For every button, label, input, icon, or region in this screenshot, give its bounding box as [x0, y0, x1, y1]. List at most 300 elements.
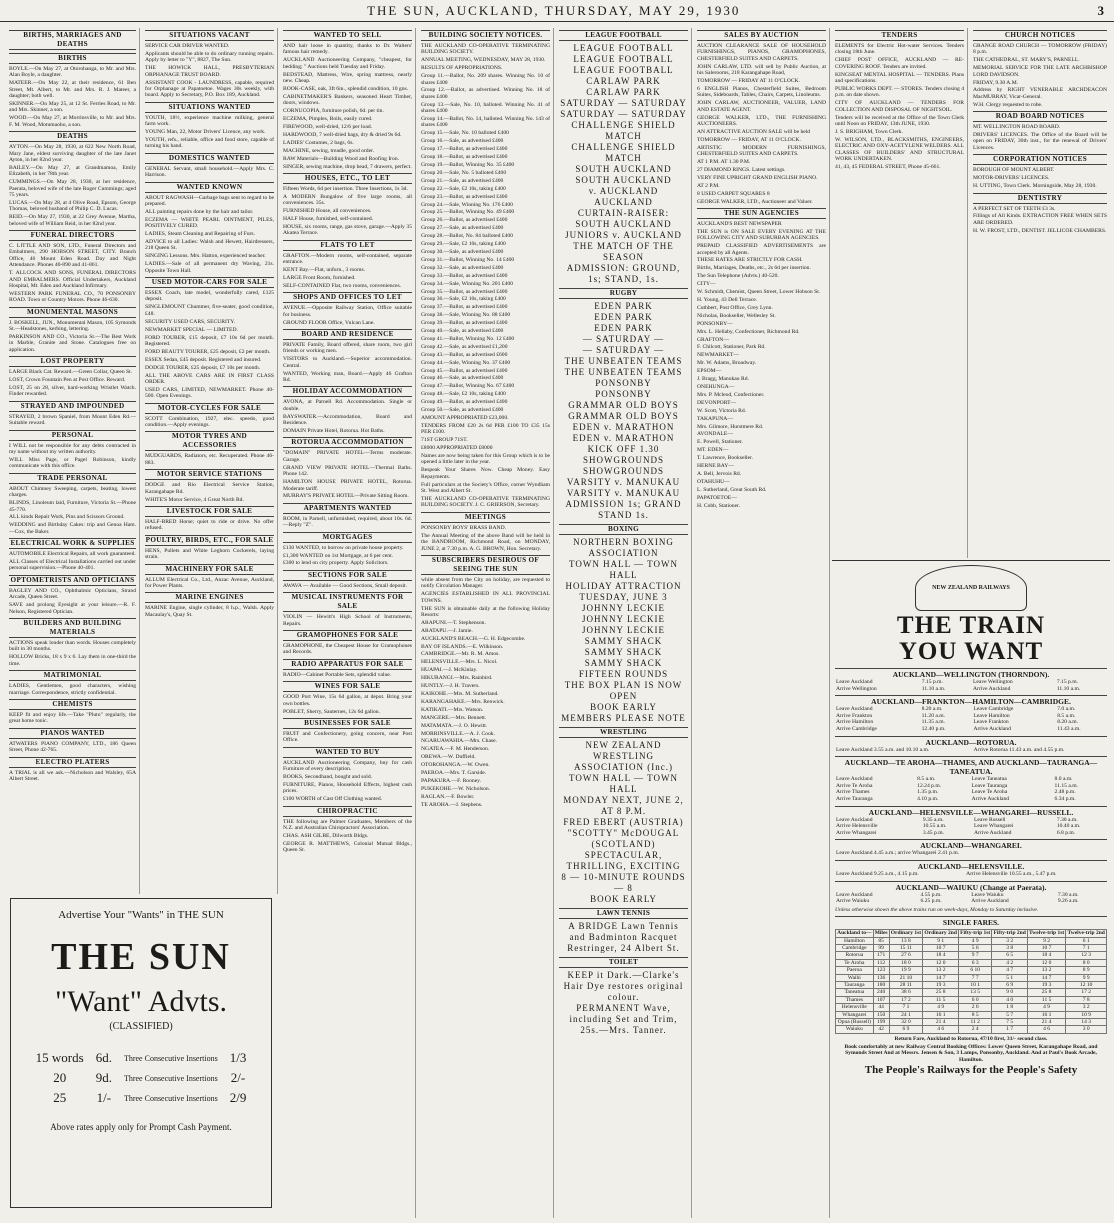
timetable-cell: 9.26 a.m. [1057, 898, 1079, 905]
fares-row [836, 959, 1107, 966]
fares-cell: 4 9 [959, 937, 992, 944]
classified-section [9, 307, 136, 354]
classified-item: PRIVATE Family, Board offered, share room, two girl friends or working men. [283, 342, 412, 355]
section-heading: SHOPS AND OFFICES TO LET [283, 292, 412, 303]
classified-item: GROUND FLOOR Office, Vulcan Lane. [283, 319, 375, 326]
classified-item: GRAMMAR OLD BOYS [568, 411, 679, 421]
classified-item: Address by RIGHT VENERABLE ARCHDEACON MacMURRAY, Vicar-General. [973, 87, 1107, 100]
route-heading: AUCKLAND—HELENSVILLE. [835, 860, 1107, 871]
classified-item: AUTOMOBILE Electrical Repairs, all work guaranteed. [9, 551, 136, 558]
classified-item: FIFTEEN ROUNDS [578, 669, 669, 679]
classified-item: Mr. W. Adams, Broadway. [697, 360, 757, 367]
classified-item: v. AUCKLAND [588, 186, 659, 196]
classified-item: GENERAL Servant, small household.—Apply Mrs. C. Harrison. [145, 165, 274, 179]
classified-item: Group 47.—Ballot, Winning No. 67 £400 [421, 383, 515, 390]
classified-item: ANNUAL MEETING, WEDNESDAY, MAY 28, 1930. [421, 57, 546, 64]
route-heading: AUCKLAND—HELENSVILLE—WHANGAREI—RUSSELL. [835, 806, 1107, 817]
classified-item: MANGERE.—Mrs. Bennett. [421, 714, 487, 721]
fares-cell: 42 [873, 1026, 889, 1033]
route-heading: AUCKLAND—FRANKTON—HAMILTON—CAMBRIDGE. [835, 695, 1107, 706]
classified-item: CHALLENGE SHIELD MATCH [571, 142, 676, 163]
rate-row [30, 1068, 253, 1088]
section-heading: SITUATIONS VACANT [145, 30, 274, 41]
classified-item: AUCKLAND Auctioneering Company, buy for cash Furniture of every description. [283, 759, 412, 773]
timetable-cell: 7.0 a.m. [1057, 706, 1076, 713]
return-fare-note: Return Fare, Auckland to Rotorua, 47/10 first, 31/- second class. [894, 1035, 1048, 1042]
route-timetable [835, 747, 1107, 754]
classified-item: AWAVA — Available — Good Sections, Small deposit. [283, 582, 408, 589]
timetable-cell: 6.34 p.m. [1054, 795, 1076, 802]
classified-item: LUCAS.—On May 28, at 4 Olive Road, Epsom, George Thomas, beloved husband of Philip C. D. Lucas. [9, 199, 136, 213]
classified-item: ALLUM Electrical Co., Ltd., Anzac Avenue, Auckland, for Power Plants. [145, 576, 274, 590]
classified-item: Group 45.—Ballot, as advertised £400 [421, 367, 508, 374]
classified-item: while absent from the City on holiday, are requested to notify Circulation Manager. [421, 576, 550, 590]
classified-item: 8 USED CARPET SQUARES 8 [697, 190, 770, 197]
timetable-row [835, 719, 1107, 726]
classified-item: ADVICE to all Ladies: Walsh and Hewett, Hairdressers, 218 Queen St. [145, 239, 274, 252]
classified-item: RADIO—Cabinet Portable Sets, splendid value. [283, 671, 392, 678]
classified-item: STRAYED, 2 brown Spaniel, from Mount Eden Rd.—Suitable reward. [9, 413, 136, 427]
classified-item: EDEN v. MARATHON [572, 433, 675, 443]
section-heading: LAWN TENNIS [559, 908, 688, 919]
classified-item: HOLIDAY ATTRACTION [565, 581, 682, 591]
fares-row [836, 937, 1107, 944]
timetable-cell: Leave Auckland [836, 891, 873, 898]
timetable-cell: 11.35 a.m. [921, 719, 946, 726]
classified-section [145, 431, 274, 466]
classified-item: BOOK-CASE, oak, 3ft 6in., splendid condition, 10 gns. [283, 85, 409, 92]
classified-item: MOTOR-DRIVERS' LICENCES. [973, 175, 1050, 182]
classified-item: Group 49.—Ballot, as advertised £400 [421, 399, 508, 406]
masthead [0, 0, 1114, 22]
classified-item: 6 ENGLISH Pianos, Chesterfield Suites, Bedroom Suites, Sideboards, Tables, Chairs, Carpets, Linoleums. [697, 85, 826, 99]
classified-item: T. Lawrence, Bookseller. [697, 455, 753, 462]
section-heading: MARINE ENGINES [145, 592, 274, 603]
classified-section [9, 618, 136, 667]
classified-section [283, 386, 412, 434]
classified-item: Group 24.—Sale, Winning No. 176 £400 [421, 201, 513, 208]
timetable-cell: Leave Waiuku [971, 891, 1004, 898]
timetable-cell: 12.40 p.m. [921, 725, 946, 732]
classified-item: "DOMAIN" PRIVATE HOTEL—Terms moderate. Garage. [283, 450, 412, 463]
classified-item: J. Bragg, Manukau Rd. [697, 376, 749, 383]
classified-section [835, 30, 964, 170]
timetable-cell: 8.5 a.m. [917, 776, 936, 783]
fares-cell: 21 4 [1027, 1018, 1065, 1025]
classified-item: BAY OF ISLANDS.—E. Wilkinson. [421, 643, 504, 650]
classified-item: AT 1 P.M. AT 1.30 P.M. [697, 159, 751, 165]
classified-item: PAPATOETOE— [697, 494, 737, 501]
timetable-cell: Arrive Auckland [972, 685, 1011, 692]
classified-item: DOMAIN Private Hotel, Rotorua. Hot Baths. [283, 428, 385, 435]
page-number: 3 [1097, 2, 1104, 18]
fares-cell: 5 6 [959, 944, 992, 951]
fares-row [836, 974, 1107, 981]
timetable-cell: Leave Auckland 4.45 a.m.; arrive Whangarei 2.41 p.m. [836, 850, 960, 857]
classified-item: HAMILTON HOUSE PRIVATE HOTEL, Rotorua. Moderate tariff. [283, 479, 412, 492]
fares-cell: 24 1 [889, 1011, 923, 1018]
classified-item: VISITORS to Auckland.—Superior accommodation. Central. [283, 356, 412, 369]
fares-cell: 18 4 [923, 952, 959, 959]
section-heading: TOILET [559, 957, 688, 968]
classified-item: DEVONPORT— [697, 399, 737, 406]
classified-item: AVONA, at Parnell Rd. Accommodation. Single or double. [283, 399, 412, 412]
classified-item: T. ALLCOCK AND SONS, FUNERAL DIRECTORS AND EMBALMERS. Official Undertakers, Auckland Hospital, Mt. Eden and Auckland Infirmary. [9, 270, 136, 289]
masthead-title: THE SUN, AUCKLAND, THURSDAY, MAY 29, 1930 [367, 2, 741, 18]
fares-cell: 4 2 [992, 959, 1028, 966]
classified-item: ALL kinds Repair Work, Pins and Scissors Ground. [9, 514, 125, 521]
section-heading: MUSICAL INSTRUMENTS FOR SALE [283, 592, 412, 612]
section-heading: FLATS TO LET [283, 240, 412, 251]
timetable-cell: Leave Auckland [836, 706, 873, 713]
classified-item: HELENSVILLE.—Mrs. L. Nicol. [421, 659, 498, 666]
timetable-cell: 11.43 a.m. [1057, 725, 1081, 732]
section-heading: MORTGAGES [283, 532, 412, 543]
classified-item: SELF-CONTAINED Flat, two rooms, conveniences. [283, 282, 402, 289]
section-heading: ELECTRO PLATERS [9, 757, 136, 768]
classified-item: CARLAW PARK [586, 76, 661, 86]
fares-cell: 4 0 [992, 996, 1028, 1003]
rate-words: 15 words [35, 1050, 84, 1065]
fares-cell: 6 1 [1066, 937, 1107, 944]
classified-item: JOHN CARLAW, AUCTIONEER, VALUER, LAND AND ESTATE AGENT. [697, 100, 826, 113]
classified-item: NGARUAWAHIA.—Mrs. Chase. [421, 738, 497, 745]
classified-item: DODGE TOURER, £25 deposit, £7 10s per month. [145, 364, 261, 371]
section-heading: TRADE PERSONAL [9, 473, 136, 484]
timetable-cell: Arrive Frankton [836, 712, 873, 719]
fares-cell: 4 7 [992, 967, 1028, 974]
timetable-cell: 6.8 p.m. [1056, 829, 1076, 836]
classified-item: Group 18.—Ballot, as advertised £400 [421, 154, 508, 161]
classified-item: GRAND VIEW PRIVATE HOTEL—Thermal Baths. Phone 142. [283, 464, 412, 478]
classified-item: SPECTACULAR, THRILLING, EXCITING [566, 850, 681, 871]
classified-item: Group 39.—Ballot, as advertised £400 [421, 320, 508, 327]
timetable-cell: Leave Auckland 9.25 a.m., 4.15 p.m. [836, 870, 919, 877]
classified-item: LEAGUE FOOTBALL [573, 65, 674, 75]
classified-item: GRAMOPHONE, the Cheapest House for Gramophones and Records. [283, 643, 412, 656]
section-heading: SITUATIONS WANTED [145, 102, 274, 113]
classified-item: Bespeak Your Shares Now. Cheap Money. Easy Repayments. [421, 467, 550, 480]
timetable-cell: Leave Wellington [972, 679, 1013, 685]
classified-item: EDEN PARK [594, 323, 653, 333]
classified-item: YOUTH, refs., reliable, office and food store, capable of turning his hand. [145, 136, 274, 150]
classified-item: CHALLENGE SHIELD MATCH [571, 120, 676, 141]
classified-item: EDEN PARK [594, 312, 653, 322]
classified-item: LEAGUE FOOTBALL [573, 54, 674, 64]
timetable-cell: Arrive Auckland [971, 898, 1009, 905]
fares-cell: 12 0 [923, 959, 959, 966]
classified-item: MEMBERS PLEASE NOTE [561, 713, 686, 723]
fares-cell: 14 7 [1027, 974, 1065, 981]
classified-section [283, 747, 412, 803]
timetable-cell: Arrive Helensville 10.55 a.m., 5.47 p.m. [966, 870, 1057, 877]
classified-item: Fifteen Words, 6d per insertion. Three Insertions, 1s 3d. [283, 185, 408, 192]
fares-cell: 8 0 [1066, 959, 1107, 966]
timetable-cell: Arrive Hamilton [836, 719, 874, 726]
want-ad-intro: Advertise Your "Wants" in THE SUN [58, 909, 224, 921]
classified-section [145, 30, 274, 99]
classified-item: NORTHERN BOXING ASSOCIATION [573, 537, 674, 558]
classified-item: NEWMARKET— [697, 352, 739, 359]
fares-cell: 17 2 [1066, 989, 1107, 996]
timetable-cell: Leave Te Aroha [971, 789, 1008, 796]
classified-item: Group 40.—Sale, as advertised £400 [421, 328, 504, 335]
classified-item: WHITE'S Motor Service, 4 Great North Rd. [145, 496, 244, 503]
want-ad-footer: Above rates apply only for Prompt Cash Payment. [50, 1122, 232, 1132]
fares-cell: 3 0 [1066, 1026, 1107, 1033]
fares-cell: 171 [873, 952, 889, 959]
classified-item: DODGE and Rio Electrical Service Station, Karangahape Rd. [145, 482, 274, 495]
fares-cell: 1 8 [992, 1004, 1028, 1011]
classified-item: NEWMARKET SPECIAL — LIMITED. [145, 326, 238, 333]
classified-item: TAKAPUNA— [697, 415, 733, 422]
classified-section [9, 230, 136, 304]
classified-item: GEORGE R. MATTHEWS, Colonial Mutual Bldgs., Queen St. [283, 840, 412, 854]
section-heading: THE SUN AGENCIES [697, 208, 826, 219]
fares-cell: 4 9 [1027, 1004, 1065, 1011]
fares-cell: 240 [873, 989, 889, 996]
section-heading: ROAD BOARD NOTICES [973, 111, 1107, 122]
section-heading: LIVESTOCK FOR SALE [145, 506, 274, 517]
classified-item: GRAMMAR OLD BOYS [568, 400, 679, 410]
classified-item: ROOM, in Parnell, unfurnished, required, about 10s. 6d.—Reply "Z". [283, 515, 412, 529]
timetable-row [835, 713, 1107, 720]
classified-section [145, 564, 274, 590]
classified-item: CITY— [697, 281, 716, 288]
classified-section [559, 524, 688, 724]
fares-cell: 9 9 [1066, 974, 1107, 981]
timetable-cell: 6.25 p.m. [920, 898, 942, 905]
timetable-cell: Leave Cambridge [973, 706, 1014, 713]
classified-item: AVONDALE— [697, 431, 733, 438]
classified-item: THE SUN is ON SALE EVERY EVENING AT THE FOLLOWING CITY AND SUBURBAN AGENCIES. [697, 228, 826, 242]
classified-item: FIREWOOD, well-dried, 12/6 per load. [283, 123, 373, 130]
route-timetable [835, 706, 1107, 732]
classified-item: A MODERN Bungalow of five large rooms, all conveniences. 35s. [283, 193, 412, 207]
fares-header-cell: Fifty-trip 2nd [993, 930, 1026, 937]
fares-cell: 12 3 [1066, 952, 1107, 959]
classified-item: POBLET, Sherry, Sauternes, 12s 6d gallon. [283, 708, 380, 715]
fares-cell: 38 6 [889, 989, 923, 996]
classified-item: BOROUGH OF MOUNT ALBERT. [973, 167, 1055, 174]
fares-cell: 7 5 [992, 1018, 1028, 1025]
classified-item: THE BOX PLAN IS NOW OPEN [564, 680, 683, 701]
timetable-cell: 2.48 p.m. [1054, 789, 1076, 796]
classified-item: Group 42.—Sale, as advertised £1,200 [421, 343, 508, 350]
rate-row [30, 1088, 253, 1108]
classified-section [973, 30, 1107, 108]
timetable-row [835, 706, 1107, 713]
classified-item: SATURDAY — SATURDAY [560, 98, 687, 108]
classified-item: Group 46.—Sale, as advertised £400 [421, 375, 504, 382]
classified-item: WEDDING and Birthday Cakes: trip and Genoa Ham.—Cox, the Baker. [9, 522, 136, 535]
classified-item: PARKINSON AND CO., Victoria St.—The Best Work in Marble, Granite and Stone. Catalogues free on application. [9, 334, 136, 353]
timetable-row [835, 776, 1107, 783]
section-heading: DOMESTICS WANTED [145, 153, 274, 164]
timetable-row [835, 817, 1107, 824]
classified-item: ADMISSION: GROUND, 1s; STAND, 1s. [566, 263, 681, 284]
section-heading: APARTMENTS WANTED [283, 503, 412, 514]
timetable-row [835, 892, 1107, 899]
classified-item: Births, Marriages, Deaths, etc., 2s 6d per insertion. [697, 265, 811, 272]
classified-item: BAGLEY AND CO., Ophthalmic Opticians, Strand Arcade, Queen Street. [9, 587, 136, 601]
classified-section [145, 153, 274, 179]
classified-section [283, 718, 412, 744]
classified-item: VARSITY v. MANUKAU [566, 477, 681, 487]
section-heading: PERSONAL [9, 430, 136, 441]
classified-item: C. LITTLE AND SON, LTD., Funeral Directors and Embalmers, 290 HOBSON STREET, CITY. Branch Office, 46 Mount Eden Road. Day and Night Attendance. Phones 40-890 and 41-861. [9, 243, 136, 269]
classified-item: Group 13.—Sale, No. 10, balloted. Winning No. 41 of shares £400 [421, 101, 550, 115]
classified-section [145, 469, 274, 503]
classified-section [145, 535, 274, 561]
rate-words: 25 [53, 1090, 67, 1105]
fares-cell: 136 [873, 974, 889, 981]
section-heading: WRESTLING [559, 727, 688, 738]
classified-section [973, 154, 1107, 189]
classified-item: ALL Classes of Electrical Installations carried out under personal supervision.—Phone 40-401. [9, 559, 136, 572]
classified-item: THE HOWICK HALL, PRESBYTERIAN ORPHANAGE TRUST BOARD. [145, 65, 274, 78]
fares-row [836, 1026, 1107, 1033]
fares-cell: 28 11 [889, 981, 923, 988]
classified-item: ADMISSION 1s; GRAND STAND 1s. [565, 499, 682, 520]
fares-title: SINGLE FARES. [835, 916, 1107, 927]
timetable-cell: Arrive Waiuku [836, 898, 870, 905]
rate-row [30, 1048, 253, 1068]
column-6 [694, 28, 830, 1218]
classified-item: £130 WANTED, to borrow on private house property. [283, 544, 404, 551]
section-heading: CHEMISTS [9, 699, 136, 710]
classified-item: TENDERS FROM £20 2s 6d PER £100 TO £35 15s PER £100. [421, 422, 550, 436]
classified-section [421, 30, 550, 509]
classified-item: AYTON.—On May 28, 1930, at 622 New North Road, Mary Jane, eldest surviving daughter of the late Janet Ayton, in her 82nd year. [9, 144, 136, 163]
route-timetable [835, 892, 1107, 905]
fares-cell: 4 9 [923, 1004, 959, 1011]
classified-section [9, 401, 136, 427]
fares-cell: 3 8 [992, 944, 1028, 951]
fares-cell: Waihi [836, 974, 874, 981]
section-heading: BUSINESSES FOR SALE [283, 718, 412, 729]
fares-cell: 15 11 [889, 944, 923, 951]
classified-item: FURNITURE, Pianos, Household Effects, highest cash prices. [283, 782, 412, 795]
classified-item: TOMORROW — FRIDAY AT 11 O'CLOCK. [697, 78, 800, 85]
classified-item: Applicants should be able to do ordinary running repairs. Apply by letter to "Y", 8827, The Sun. [145, 50, 274, 64]
classified-item: THE UNBEATEN TEAMS [564, 367, 683, 377]
classified-item: SINGER, sewing machine, drop head, 7 drawers, perfect. [283, 163, 412, 170]
classified-item: £8000 APPROPRIATED £8000 [421, 445, 493, 452]
timetable-row [835, 796, 1107, 803]
classified-item: LADIES, Gentlemen, good characters, wishing marriage. Correspondence, strictly confidential. [9, 683, 136, 696]
classified-item: Group 22.—Sale, £2 10s, taking £400 [421, 185, 506, 192]
classified-item: MT. WELLINGTON ROAD BOARD. [973, 124, 1061, 131]
classified-item: Tenders will be received at the Office of the Town Clerk until Noon on FRIDAY, 13th JUNE, 1930. [835, 114, 964, 127]
section-heading: WANTED KNOWN [145, 182, 274, 193]
fares-cell: Cambridge [836, 944, 874, 951]
route-timetable [835, 817, 1107, 837]
fares-cell: Hamilton [836, 937, 874, 944]
classified-item: MACHINE, sewing, treadle, good order. [283, 147, 375, 154]
classified-item: ARATAPU.—J. Jamie. [421, 627, 473, 634]
rate-price: 9d. [95, 1070, 112, 1085]
classified-item: REID.—On May 27, 1930, at 22 Grey Avenue, Martha, beloved wife of William Reid, in her 82nd year. [9, 214, 136, 227]
fares-cell: 11 5 [1027, 996, 1065, 1003]
classified-section [559, 957, 688, 1036]
classified-item: PONSONBY— [697, 320, 733, 327]
railway-slogan: The People's Railways for the People's Safety [864, 1063, 1078, 1076]
timetable-row [835, 898, 1107, 905]
timetable-cell: 9.35 a.m. [922, 816, 944, 823]
classified-item: AUCKLAND [594, 197, 653, 207]
fares-cell: 10 1 [959, 981, 992, 988]
classified-section [283, 329, 412, 383]
fares-cell: 85 [873, 937, 889, 944]
classified-item: Mrs. P. Mcleod, Confectioner. [697, 391, 765, 398]
classified-section [283, 630, 412, 656]
classified-item: Group 34.—Sale, Winning No. 201 £400 [421, 280, 513, 287]
timetable-cell: 8.0 a.m. [1054, 776, 1073, 783]
fares-cell: 19 9 [889, 967, 923, 974]
classified-section [145, 277, 274, 400]
classified-item: Group 48.—Sale, £2 10s, taking £400 [421, 391, 506, 398]
classified-item: FURNISHED House, all conveniences. [283, 208, 372, 215]
classified-item: BOOK EARLY [590, 702, 657, 712]
classified-section [9, 538, 136, 572]
timetable-cell: Leave Russell [973, 816, 1006, 823]
classified-item: PREPAID CLASSIFIED ADVERTISEMENTS are accepted by all Agents. [697, 243, 826, 256]
fares-cell: 2 6 [959, 1004, 992, 1011]
classified-item: £300 to lend on city property. Apply Solicitors. [283, 560, 389, 567]
classified-item: £100 WORTH of Cast Off Clothing wanted. [283, 796, 383, 803]
section-heading: USED MOTOR-CARS FOR SALE [145, 277, 274, 288]
route-heading: AUCKLAND—WELLINGTON (THORNDON). [835, 668, 1107, 679]
rate-price: 6d. [95, 1050, 112, 1065]
want-ad-subtitle: "Want" Advts. [54, 985, 228, 1018]
rate-words: 20 [53, 1070, 67, 1085]
classified-item: KARANGAHAKE.—Mrs. Renwick. [421, 698, 505, 705]
classified-section [283, 592, 412, 627]
classified-item: BEDSTEAD, Mattress, Wire, spring mattress, nearly new. Cheap. [283, 71, 412, 85]
classified-item: ELEMENTS for Electric Hot-water Services. Tenders closing 18th June. [835, 43, 964, 56]
classified-section [973, 193, 1107, 235]
timetable-cell: Arrive Cambridge [836, 725, 877, 732]
fares-cell: 9 1 [923, 937, 959, 944]
classified-item: ARAPUNI.—T. Stephenson. [421, 619, 486, 626]
classified-item: AVENUE.—Opposite Railway Station, Office suitable for business. [283, 305, 412, 318]
timetable-cell: 4.55 p.m. [920, 891, 942, 898]
classified-section [145, 506, 274, 532]
classified-item: BAYSWATER.—Accommodation, Board and Residence. [283, 413, 412, 427]
classified-item: WESTERN PARK FUNERAL CO., 70 PONSONBY ROAD. Town or Country Motors. Phone 46-630. [9, 290, 136, 304]
classified-item: SATURDAY — SATURDAY [560, 109, 687, 119]
section-heading: RUGBY [559, 288, 688, 299]
classified-item: MORRINSVILLE.—A. J. Cook. [421, 730, 495, 737]
fares-cell: 7 7 [959, 974, 992, 981]
classified-item: I WILL not be responsible for any debts contracted in my name without my written authority. [9, 442, 136, 456]
classified-item: SAVE and prolong Eyesight at your leisure.—R. F. Nelson, Registered Optician. [9, 602, 136, 615]
section-heading: STRAYED AND IMPOUNDED [9, 401, 136, 412]
timetable-cell [1104, 747, 1107, 754]
classified-item: — SATURDAY — [582, 334, 665, 344]
classified-item: Group 21.—Sale, as advertised £400 [421, 177, 504, 184]
classified-item: KINGSEAT MENTAL HOSPITAL — TENDERS. Plans and specifications. [835, 71, 964, 85]
classified-item: The Sun Telephone (Advts.) 40-520. [697, 273, 779, 280]
timetable-cell: 4.10 p.m. [917, 795, 939, 802]
classified-item: ESSEX Coach, late model, wonderfully cared, £125 deposit. [145, 290, 274, 303]
fares-cell: Rotorua [836, 952, 874, 959]
classified-item: 27 DIAMOND RINGS. Latest settings. [697, 166, 786, 173]
classified-item: OREWA.—W. Duffield. [421, 754, 476, 761]
section-heading: MATRIMONIAL [9, 670, 136, 681]
section-heading: MEETINGS [421, 512, 550, 523]
